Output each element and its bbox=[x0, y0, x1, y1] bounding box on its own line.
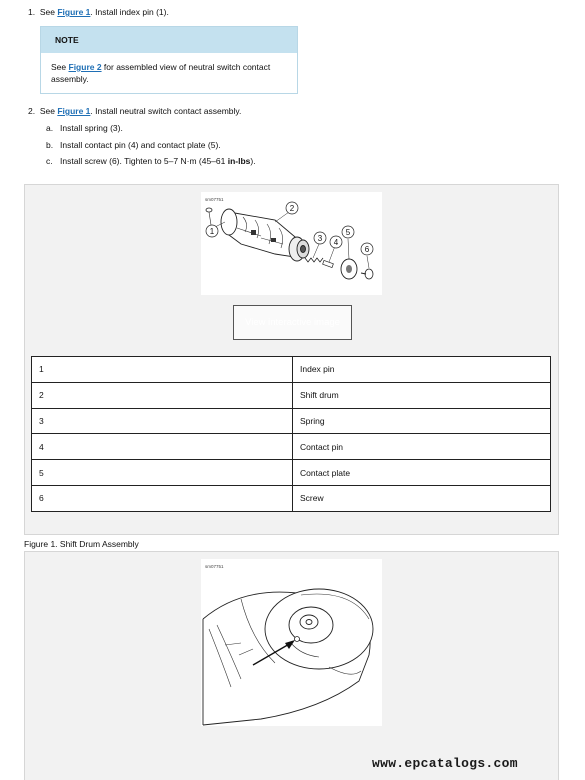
legend-number: 2 bbox=[32, 382, 293, 408]
callout-2: 2 bbox=[289, 204, 295, 213]
substep-a-label: a. bbox=[46, 123, 54, 133]
note-box bbox=[40, 26, 298, 94]
note-heading: NOTE bbox=[41, 27, 297, 53]
figure-1-image-code: sm07751 bbox=[205, 197, 224, 202]
figure-2-link[interactable]: Figure 2 bbox=[68, 62, 102, 72]
substep-b bbox=[46, 140, 221, 150]
figure-2-image-code: sm07751 bbox=[205, 564, 224, 569]
substep-c-end: ). bbox=[250, 156, 256, 166]
legend-row bbox=[32, 460, 551, 486]
legend-name: Contact plate bbox=[293, 460, 551, 486]
note-body bbox=[41, 53, 297, 85]
legend-number: 3 bbox=[32, 408, 293, 434]
legend-row bbox=[32, 408, 551, 434]
callout-4: 4 bbox=[333, 238, 339, 247]
shift-drum-exploded-drawing bbox=[201, 192, 382, 295]
figure-1-link-2[interactable]: Figure 1 bbox=[57, 106, 91, 116]
legend-row bbox=[32, 357, 551, 383]
note-prefix: See bbox=[51, 62, 67, 72]
substep-b-text: Install contact pin (4) and contact plate (5). bbox=[60, 140, 221, 150]
step-2-number: 2. bbox=[28, 106, 36, 116]
legend-number: 6 bbox=[32, 485, 293, 511]
legend-number: 1 bbox=[32, 357, 293, 383]
legend-name: Index pin bbox=[293, 357, 551, 383]
figure-2-image[interactable] bbox=[201, 559, 382, 726]
view-interactive-image-button[interactable]: View interactive image bbox=[233, 305, 352, 340]
callout-1: 1 bbox=[209, 227, 215, 236]
callout-3: 3 bbox=[317, 234, 323, 243]
legend-row bbox=[32, 382, 551, 408]
step-1-prefix: See bbox=[39, 7, 55, 17]
legend-name: Contact pin bbox=[293, 434, 551, 460]
legend-name: Screw bbox=[293, 485, 551, 511]
legend-number: 5 bbox=[32, 460, 293, 486]
figure-1-link[interactable]: Figure 1 bbox=[57, 7, 91, 17]
legend-name: Spring bbox=[293, 408, 551, 434]
callout-5: 5 bbox=[345, 228, 351, 237]
legend-row bbox=[32, 434, 551, 460]
figure-1-image[interactable] bbox=[201, 192, 382, 295]
legend-row bbox=[32, 485, 551, 511]
substep-c bbox=[46, 156, 256, 166]
watermark-text: www.epcatalogs.com bbox=[372, 756, 518, 771]
substep-c-label: c. bbox=[46, 156, 53, 166]
figure-1-legend-table bbox=[31, 356, 551, 512]
substep-b-label: b. bbox=[46, 140, 54, 150]
substep-a bbox=[46, 123, 123, 133]
step-2 bbox=[28, 106, 241, 116]
substep-a-text: Install spring (3). bbox=[60, 123, 123, 133]
callout-6: 6 bbox=[364, 245, 370, 254]
step-2-text: . Install neutral switch contact assembly. bbox=[90, 106, 242, 116]
substep-c-text: Install screw (6). Tighten to 5–7 N·m (45–61 bbox=[60, 156, 228, 166]
step-1-text: . Install index pin (1). bbox=[90, 7, 169, 17]
legend-name: Shift drum bbox=[293, 382, 551, 408]
substep-c-unit: in-lbs bbox=[227, 156, 251, 166]
legend-number: 4 bbox=[32, 434, 293, 460]
note-text: for assembled view of neutral switch contact assembly. bbox=[51, 62, 271, 84]
step-1 bbox=[28, 7, 169, 17]
step-2-prefix: See bbox=[39, 106, 55, 116]
figure-1-caption: Figure 1. Shift Drum Assembly bbox=[24, 539, 139, 549]
assembled-drum-drawing bbox=[201, 559, 382, 726]
step-1-number: 1. bbox=[28, 7, 36, 17]
